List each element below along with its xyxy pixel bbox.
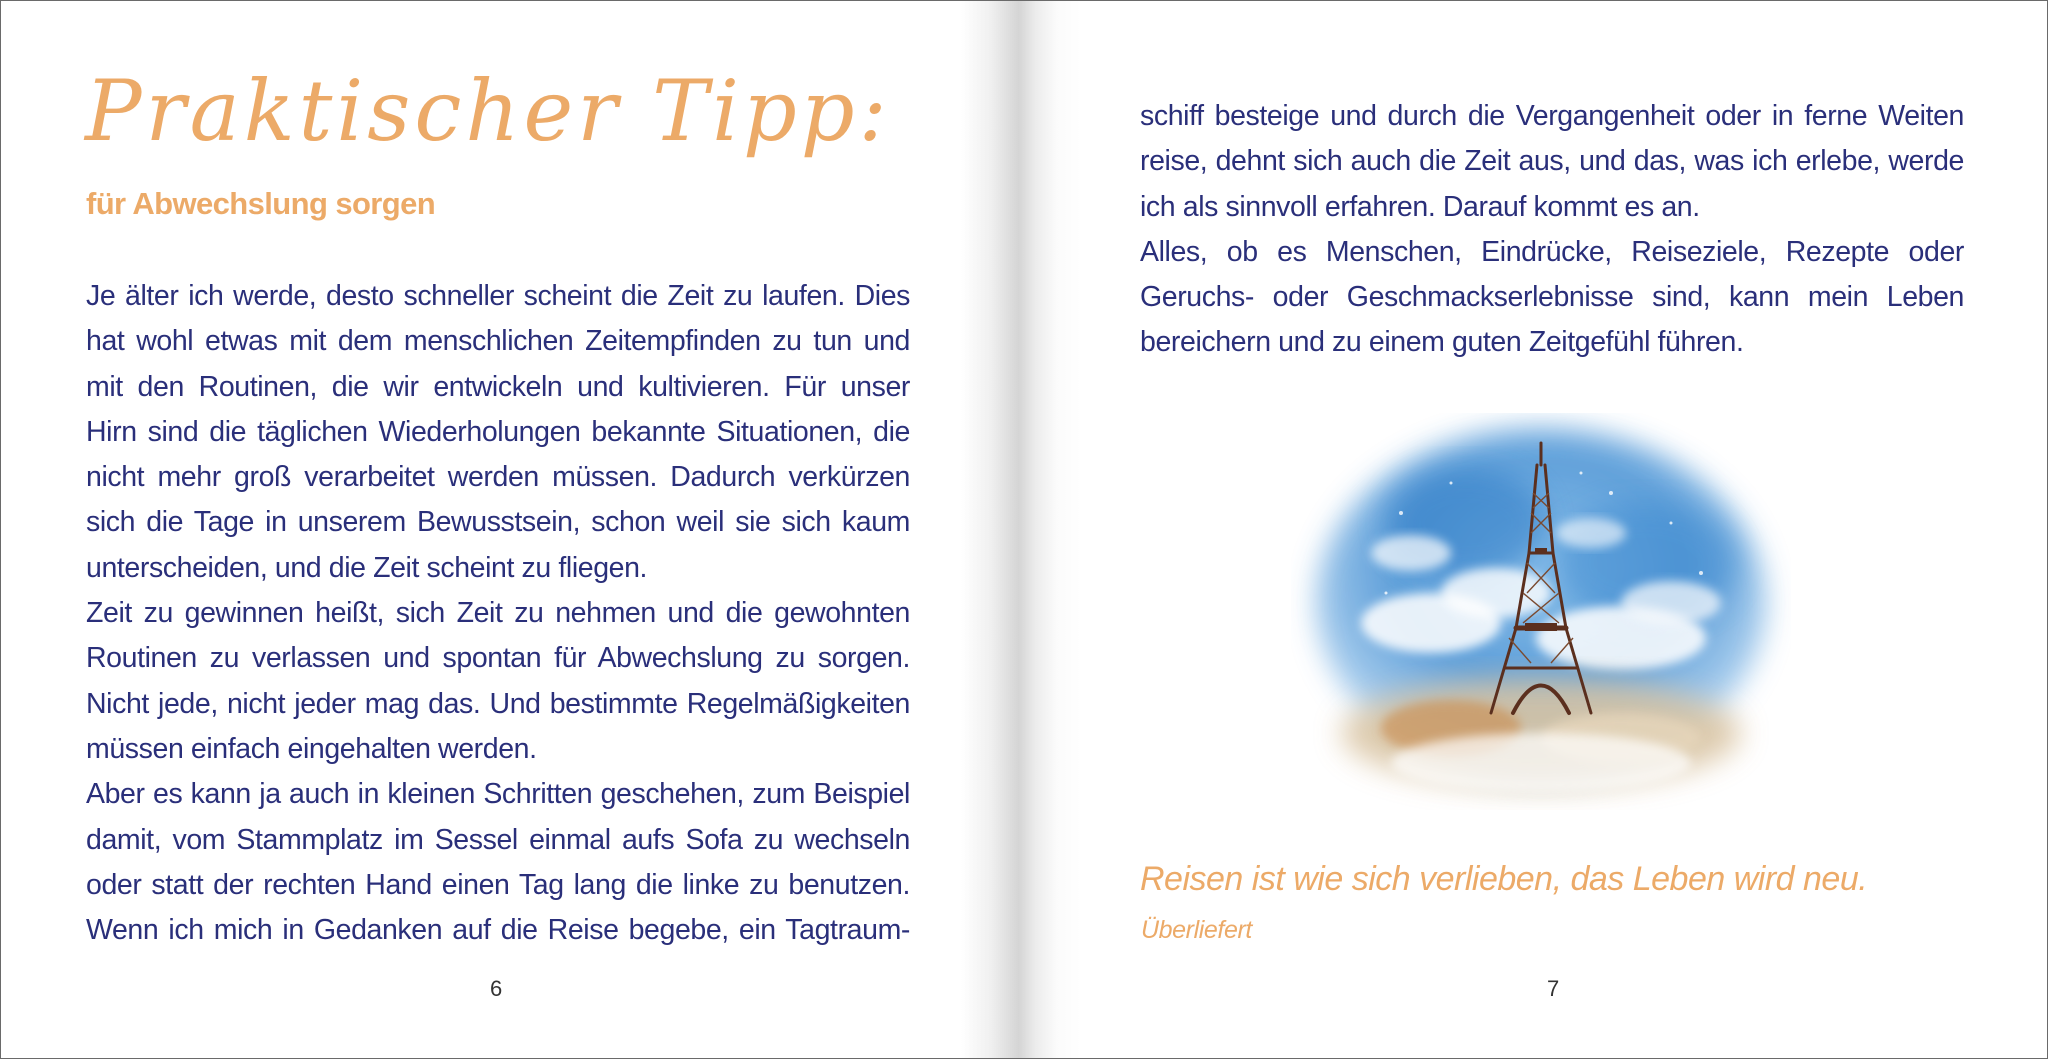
- quote-text: Reisen ist wie sich verlieben, das Leben wird neu.: [1140, 860, 1868, 898]
- right-body-text: [1140, 94, 1964, 366]
- text-line: nicht mehr groß verarbeitet werden müssen. Dadurch verkürzen: [86, 461, 910, 494]
- text-line: schiff besteige und durch die Vergangenheit oder in ferne Weiten: [1140, 100, 1964, 132]
- text-line: reise, dehnt sich auch die Zeit aus, und das, was ich erlebe, werde: [1140, 145, 1964, 178]
- text-line: Je älter ich werde, desto schneller scheint die Zeit zu laufen. Dies: [86, 280, 910, 312]
- text-line: Alles, ob es Menschen, Eindrücke, Reiseziele, Rezepte oder: [1140, 235, 1964, 268]
- text-line: bereichern und zu einem guten Zeitgefühl führen.: [1140, 326, 1744, 359]
- right-page: [1021, 1, 2047, 1058]
- text-line: damit, vom Stammplatz im Sessel einmal aufs Sofa zu wechseln: [86, 823, 910, 856]
- text-line: Hirn sind die täglichen Wiederholungen bekannte Situationen, die: [86, 415, 910, 448]
- eiffel-tower-watercolor-illustration: [1291, 413, 1791, 813]
- quote-attribution: Überliefert: [1141, 916, 1252, 944]
- text-line: mit den Routinen, die wir entwickeln und kultivieren. Für unser: [86, 370, 910, 403]
- text-line: müssen einfach eingehalten werden.: [86, 732, 537, 765]
- text-line: Wenn ich mich in Gedanken auf die Reise begebe, ein Tagtraum-: [86, 914, 910, 947]
- text-line: sich die Tage in unserem Bewusstsein, schon weil sie sich kaum: [86, 506, 910, 539]
- text-line: hat wohl etwas mit dem menschlichen Zeitempfinden zu tun und: [86, 325, 910, 358]
- page-title: Praktischer Tipp:: [85, 62, 891, 160]
- text-line: Geruchs- oder Geschmackserlebnisse sind, kann mein Leben: [1140, 281, 1964, 314]
- text-line: unterscheiden, und die Zeit scheint zu fliegen.: [86, 551, 648, 584]
- text-line: Nicht jede, nicht jeder mag das. Und bestimmte Regelmäßigkeiten: [86, 687, 910, 720]
- page-subtitle: für Abwechslung sorgen: [86, 186, 436, 221]
- left-page: [1, 1, 1021, 1058]
- text-line: oder statt der rechten Hand einen Tag lang die linke zu benutzen.: [86, 868, 910, 901]
- text-line: Aber es kann ja auch in kleinen Schritten geschehen, zum Beispiel: [86, 778, 910, 811]
- text-line: ich als sinnvoll erfahren. Darauf kommt es an.: [1140, 190, 1700, 223]
- page-number-left: 6: [490, 976, 503, 1001]
- left-body-text: [86, 274, 910, 953]
- page-number-right: 7: [1547, 976, 1560, 1001]
- text-line: Zeit zu gewinnen heißt, sich Zeit zu nehmen und die gewohnten: [86, 597, 910, 630]
- text-line: Routinen zu verlassen und spontan für Abwechslung zu sorgen.: [86, 642, 910, 675]
